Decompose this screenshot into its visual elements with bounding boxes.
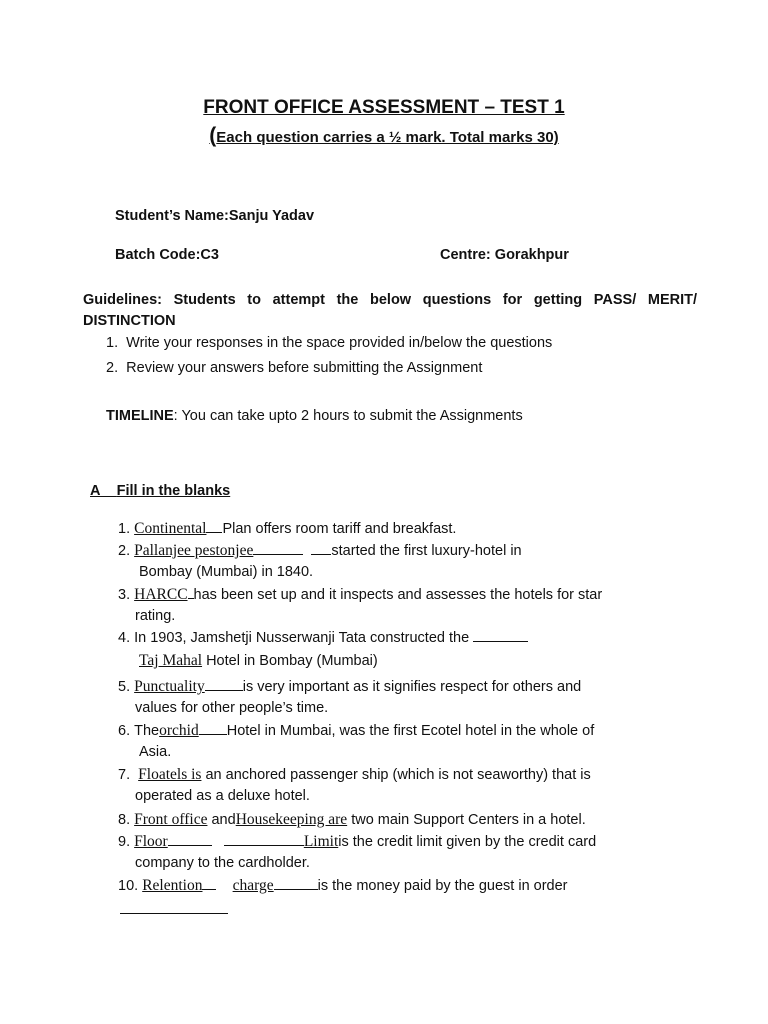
guidelines-heading-line1: Guidelines: Students to attempt the below questions for getting PASS/ MERIT/ [83,292,697,308]
guideline-item: 2. Review your answers before submitting the Assignment [106,360,483,376]
question-4-cont: Taj Mahal Hotel in Bombay (Mumbai) [139,652,378,669]
timeline-label: TIMELINE [106,408,174,424]
page-subtitle [0,124,768,148]
question-5: 5. Punctuality is very important as it signifies respect for others and [118,678,582,695]
question-5-cont: values for other people’s time. [135,700,329,716]
question-8: 8. Front office andHousekeeping are two main Support Centers in a hotel. [118,811,586,828]
question-7: 7. Floatels is an anchored passenger ship (which is not seaworthy) that is [118,766,591,783]
answer-8a: Front office [134,811,208,828]
guideline-item: 1. Write your responses in the space provided in/below the questions [106,335,553,351]
answer-3: HARCC [134,586,188,603]
batch-code-label: Batch Code: [115,247,201,263]
question-7-cont: operated as a deluxe hotel. [135,788,310,804]
question-6-cont: Asia. [139,744,172,760]
question-4: 4. In 1903, Jamshetji Nusserwanji Tata constructed the [118,630,528,646]
question-10: 10. Relention charge is the money paid by the guest in order [118,877,568,894]
guidelines-heading-line2: DISTINCTION [83,313,176,329]
answer-blank-line [120,913,228,914]
page-title: FRONT OFFICE ASSESSMENT – TEST 1 [203,97,565,118]
answer-9b: Limit [303,833,339,850]
question-3-cont: rating. [135,608,176,624]
subtitle-paren: ( [209,124,217,147]
answer-8b: Housekeeping are [235,811,348,828]
student-name-line [115,208,314,224]
timeline-text: : You can take upto 2 hours to submit the Assignments [173,408,523,424]
question-2: 2. Pallanjee pestonjee started the first luxury-hotel in [118,542,522,559]
student-name-label: Student’s Name: [115,208,229,224]
question-1: 1. Continental Plan offers room tariff and breakfast. [118,520,457,537]
answer-2: Pallanjee pestonjee [134,542,254,559]
answer-1: Continental [134,520,207,537]
section-letter: A [90,483,101,499]
answer-7: Floatels is [138,766,202,783]
subtitle-text: Each question carries a ½ mark. Total marks 30) [216,129,559,146]
timeline-line [106,408,523,424]
answer-10b: charge [232,877,274,894]
guideline-item-text: Write your responses in the space provided in/below the questions [126,335,553,351]
guideline-item-text: Review your answers before submitting the Assignment [126,360,483,376]
batch-code-value: C3 [200,247,219,263]
centre-line: Centre: Gorakhpur [440,247,569,263]
section-title: Fill in the blanks [116,483,231,499]
question-9-cont: company to the cardholder. [135,855,310,871]
question-3: 3. HARCC has been set up and it inspects and assesses the hotels for star [118,586,603,603]
answer-6: orchid [159,722,199,739]
answer-4: Taj Mahal [139,652,203,669]
section-heading [90,483,230,499]
batch-code-line [115,247,219,263]
answer-5: Punctuality [134,678,205,695]
student-name-value: Sanju Yadav [228,208,315,224]
question-6: 6. Theorchid Hotel in Mumbai, was the first Ecotel hotel in the whole of [118,722,595,739]
answer-10a: Relention [142,877,203,894]
question-9: 9. Floor Limitis the credit limit given by the credit card [118,833,597,850]
answer-9a: Floor [134,833,168,850]
question-2-cont: Bombay (Mumbai) in 1840. [139,564,314,580]
